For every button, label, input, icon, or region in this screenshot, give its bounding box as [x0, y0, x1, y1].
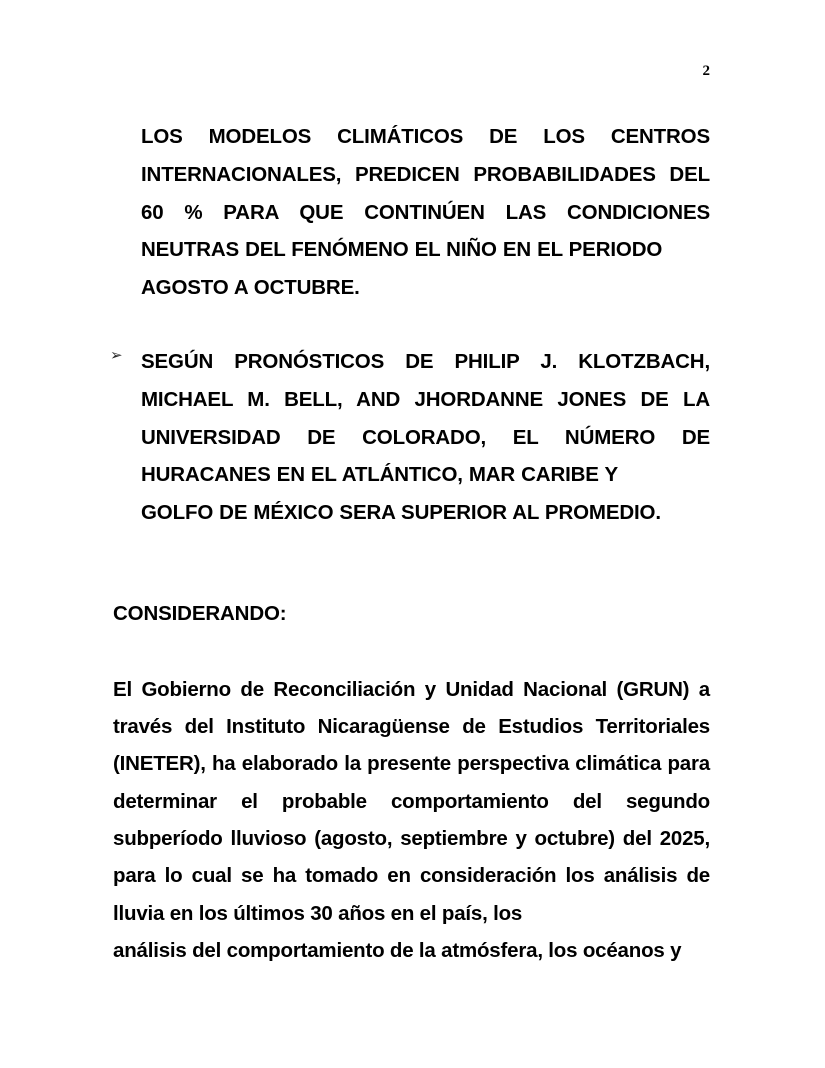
forecast-bullet-paragraph-body: SEGÚN PRONÓSTICOS DE PHILIP J. KLOTZBACH, MICHAEL M. BELL, AND JHORDANNE JONES DE LA UNIVERSIDAD DE COLORADO, EL NÚMERO DE HURACANES EN EL ATLÁNTICO, MAR CARIBE Y — [141, 349, 710, 487]
considerando-paragraph — [113, 671, 710, 969]
block-spacer — [113, 532, 710, 595]
document-content — [110, 118, 710, 969]
block-spacer — [113, 633, 710, 671]
climate-models-paragraph — [141, 118, 710, 307]
arrowhead-bullet-icon: ➢ — [110, 345, 123, 364]
considerando-heading: CONSIDERANDO: — [113, 601, 287, 625]
considerando-paragraph-last-line: análisis del comportamiento de la atmósfera, los océanos y — [113, 938, 682, 962]
forecast-bullet-item — [110, 343, 710, 532]
forecast-bullet-paragraph-last-line: GOLFO DE MÉXICO SERA SUPERIOR AL PROMEDIO. — [141, 501, 661, 525]
page-number: 2 — [702, 63, 710, 79]
climate-models-paragraph-last-line: AGOSTO A OCTUBRE. — [141, 276, 360, 300]
climate-models-paragraph-body: LOS MODELOS CLIMÁTICOS DE LOS CENTROS INTERNACIONALES, PREDICEN PROBABILIDADES DEL 60 % PARA QUE CONTINÚEN LAS CONDICIONES NEUTRAS DEL FENÓMENO EL NIÑO EN EL PERIODO — [141, 125, 710, 262]
considerando-paragraph-body: El Gobierno de Reconciliación y Unidad Nacional (GRUN) a través del Instituto Nicaragüense de Estudios Territoriales (INETER), ha elaborado la presente perspectiva climática para determinar el probable comportamiento del segundo subperíodo lluvioso (agosto, septiembre y octubre) del 2025, para lo cual se ha tomado en consideración los análisis de lluvia en los últimos 30 años en el país, los — [113, 677, 710, 925]
forecast-bullet-paragraph — [141, 343, 710, 532]
block-spacer — [113, 307, 710, 320]
